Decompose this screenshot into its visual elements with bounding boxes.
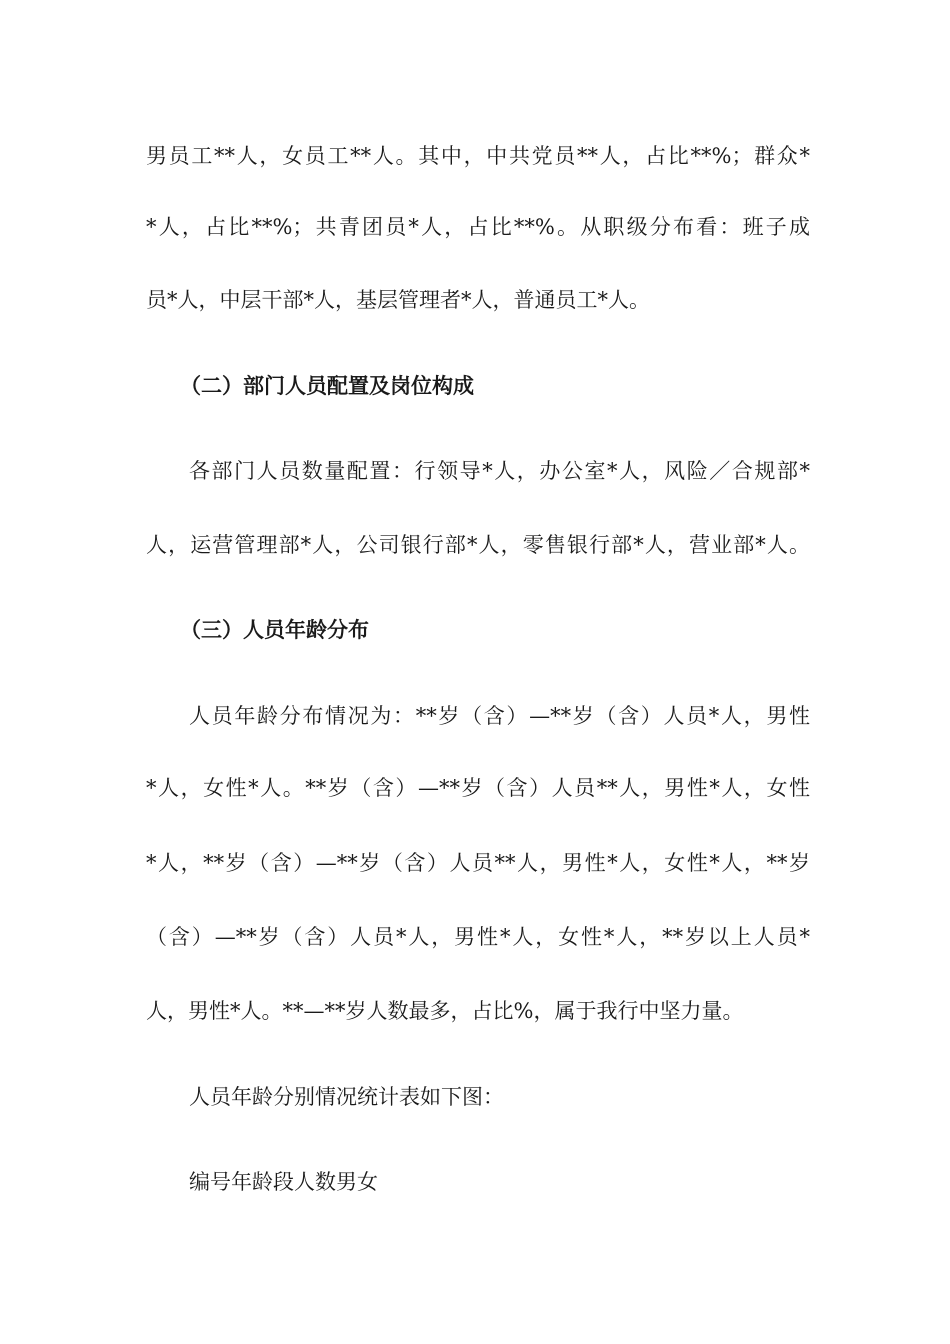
- paragraph-line: 人员年龄分布情况为：**岁（含）—**岁（含）人员*人，男性: [189, 704, 810, 728]
- table-header: 编号年龄段人数男女: [189, 1170, 378, 1194]
- paragraph-line: （含）—**岁（含）人员*人，男性*人，女性*人，**岁以上人员*: [146, 925, 810, 949]
- paragraph-line: 人，男性*人。**—**岁人数最多，占比%，属于我行中坚力量。: [146, 999, 744, 1023]
- table-intro: 人员年龄分别情况统计表如下图：: [189, 1085, 504, 1109]
- section-heading: （二）部门人员配置及岗位构成: [180, 373, 474, 398]
- paragraph-line: *人，**岁（含）—**岁（含）人员**人，男性*人，女性*人，**岁: [146, 851, 810, 875]
- section-heading: （三）人员年龄分布: [180, 617, 369, 642]
- paragraph-line: 各部门人员数量配置：行领导*人，办公室*人，风险／合规部*: [189, 459, 810, 483]
- paragraph-line: 男员工**人，女员工**人。其中，中共党员**人，占比**%；群众*: [146, 144, 810, 168]
- paragraph-line: *人，女性*人。**岁（含）—**岁（含）人员**人，男性*人，女性: [146, 776, 810, 800]
- paragraph-line: 人，运营管理部*人，公司银行部*人，零售银行部*人，营业部*人。: [146, 533, 810, 557]
- paragraph-line: *人，占比**%；共青团员*人，占比**%。从职级分布看：班子成: [146, 215, 810, 239]
- paragraph-line: 员*人，中层干部*人，基层管理者*人，普通员工*人。: [146, 288, 650, 312]
